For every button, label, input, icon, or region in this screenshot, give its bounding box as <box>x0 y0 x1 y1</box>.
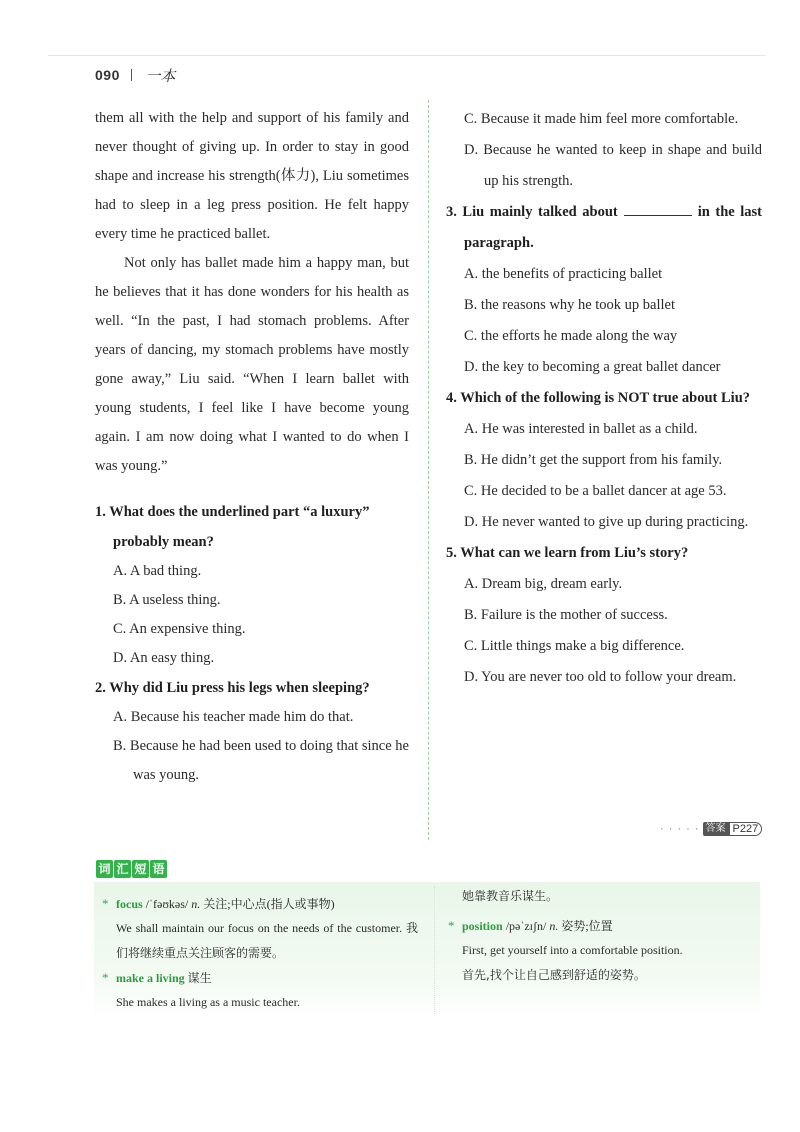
option-a: A. Dream big, dream early. <box>464 576 623 592</box>
option-b: B. Because he had been used to doing that since he was young. <box>113 738 409 783</box>
option-c: C. An expensive thing. <box>113 621 246 637</box>
star-icon: * <box>102 896 109 911</box>
option-b: B. the reasons why he took up ballet <box>464 297 676 313</box>
option-c: C. Because it made him feel more comfortable. <box>464 111 739 127</box>
question-stem <box>446 197 762 259</box>
vocab-entry-position <box>448 914 754 987</box>
column-divider <box>428 100 429 840</box>
vocab-word: position <box>462 919 503 933</box>
title-char: 语 <box>150 860 167 878</box>
question-stem: 5. What can we learn from Liu’s story? <box>446 545 689 561</box>
question-1 <box>95 497 409 673</box>
vocab-phonetic: /ˈfəʊkəs/ <box>145 897 189 911</box>
left-column <box>95 104 409 790</box>
question-stem-start: 3. Liu mainly talked about <box>446 204 618 220</box>
title-char: 汇 <box>114 860 131 878</box>
title-char: 短 <box>132 860 149 878</box>
vocab-pos: n. <box>549 919 559 933</box>
page-number: 090 <box>95 67 120 83</box>
vocab-meaning: 谋生 <box>187 971 212 985</box>
option-b: B. A useless thing. <box>113 592 221 608</box>
question-4 <box>446 383 762 538</box>
answer-reference <box>660 822 762 836</box>
option-d: D. Because he wanted to keep in shape and build up his strength. <box>464 142 762 189</box>
vocab-example: First, get yourself into a comfortable position. <box>462 943 683 957</box>
vocab-section-title <box>96 860 167 878</box>
option-a: A. He was interested in ballet as a child. <box>464 421 698 437</box>
option-c: C. He decided to be a ballet dancer at age 53. <box>464 483 727 499</box>
vocab-divider <box>434 886 435 1014</box>
option-a: A. Because his teacher made him do that. <box>113 709 354 725</box>
answer-page: P227 <box>729 822 763 836</box>
option-c: C. Little things make a big difference. <box>464 638 685 654</box>
vocab-meaning: 姿势;位置 <box>561 919 613 933</box>
vocab-word: make a living <box>116 971 185 985</box>
option-d: D. An easy thing. <box>113 650 215 666</box>
right-column <box>446 104 762 693</box>
option-d: D. the key to becoming a great ballet dancer <box>464 359 721 375</box>
leader-dots: · · · · · <box>660 823 700 835</box>
header-rule <box>48 55 766 56</box>
question-3 <box>446 197 762 383</box>
question-5 <box>446 538 762 693</box>
vocab-translation: 首先,找个让自己感到舒适的姿势。 <box>462 968 646 982</box>
option-a: A. the benefits of practicing ballet <box>464 266 663 282</box>
vocab-right-column <box>448 889 754 987</box>
option-d: D. You are never too old to follow your dream. <box>464 669 737 685</box>
answer-blank <box>624 204 692 216</box>
option-b: B. Failure is the mother of success. <box>464 607 668 623</box>
vocab-word: focus <box>116 897 143 911</box>
star-icon: * <box>448 918 455 933</box>
vocab-left-column <box>102 892 418 1015</box>
brand-logo: 一本 <box>145 66 176 85</box>
vocab-example: She makes a living as a music teacher. <box>116 995 300 1009</box>
passage-paragraph: Not only has ballet made him a happy man, but he believes that it has done wonders for his health as well. “In the past, I had stomach problems. After years of dancing, my stomach problems have mostly gone away,” Liu said. “When I learn ballet with young students, I feel like I have become young again. I am now doing what I wanted to do when I was young.” <box>95 255 409 474</box>
page-header <box>95 64 175 86</box>
vocab-pos: n. <box>191 897 201 911</box>
title-char: 词 <box>96 860 113 878</box>
vocab-translation: 她靠教音乐谋生。 <box>462 889 559 903</box>
question-stem: 4. Which of the following is NOT true about Liu? <box>446 390 751 406</box>
option-a: A. A bad thing. <box>113 563 202 579</box>
answer-label: 答案 <box>703 822 729 836</box>
question-stem-end: in the last paragraph. <box>464 204 763 251</box>
vocab-phonetic: /pəˈzɪʃn/ <box>505 919 547 933</box>
vocab-translation: 我们将继续重点关注顾客的需要。 <box>116 921 419 960</box>
vocab-entry-make-a-living <box>102 966 418 1015</box>
vocab-example: We shall maintain our focus on the needs of the customer. 我们将继续重点关注顾客的需要。 <box>116 921 419 960</box>
question-2 <box>95 673 409 790</box>
question-stem: 2. Why did Liu press his legs when sleeping? <box>95 680 370 696</box>
header-separator <box>131 69 133 81</box>
vocab-entry-focus <box>102 892 418 966</box>
passage-paragraph: them all with the help and support of his family and never thought of giving up. In order to stay in good shape and increase his strength(体力), Liu sometimes had to sleep in a leg press position. He felt happy every time he practiced ballet. <box>95 110 409 242</box>
star-icon: * <box>102 970 109 985</box>
option-d: D. He never wanted to give up during practicing. <box>464 514 749 530</box>
option-b: B. He didn’t get the support from his family. <box>464 452 723 468</box>
question-stem: 1. What does the underlined part “a luxury” probably mean? <box>95 504 370 550</box>
option-c: C. the efforts he made along the way <box>464 328 678 344</box>
vocab-meaning: 关注;中心点(指人或事物) <box>203 897 335 911</box>
